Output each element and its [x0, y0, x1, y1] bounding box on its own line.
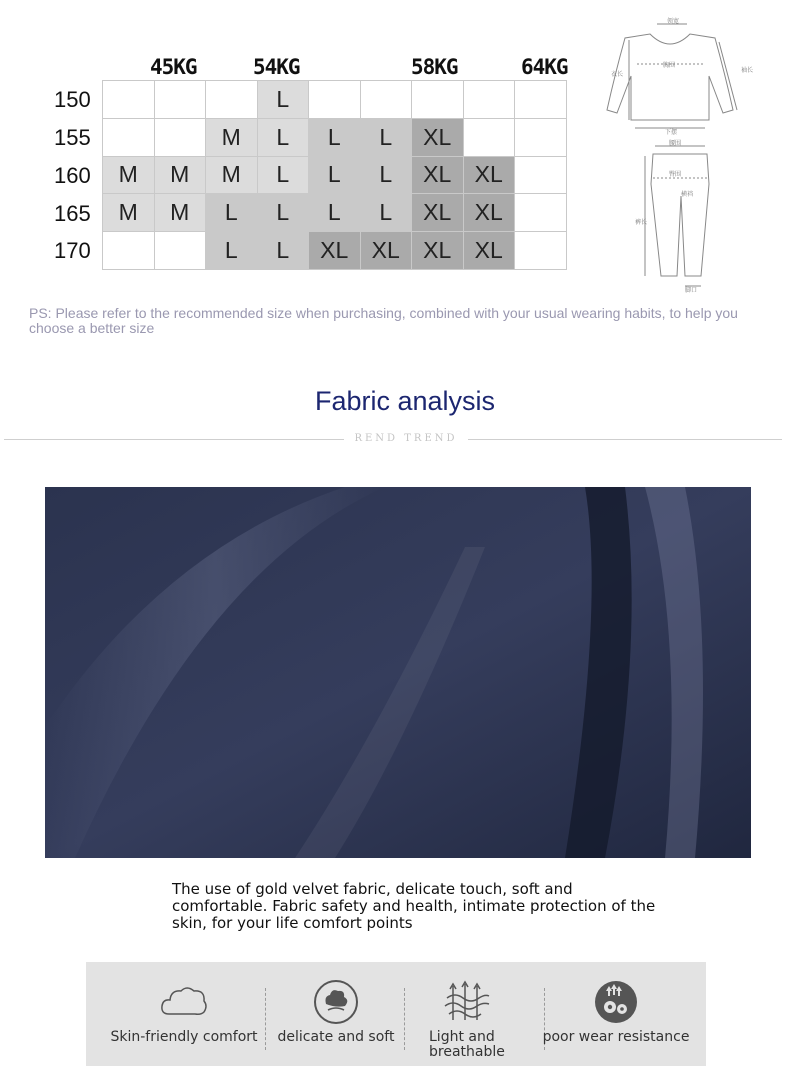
weight-label: 64KG: [521, 55, 568, 79]
size-cell: [464, 119, 516, 157]
diagram-label: 腰围: [669, 140, 682, 147]
size-cell: [361, 81, 413, 119]
weight-label: 45KG: [150, 55, 197, 79]
feature-strip: [86, 962, 706, 1066]
size-cell: L: [361, 194, 413, 232]
size-cell: [515, 232, 567, 270]
size-cell: [103, 119, 155, 157]
shirt-outline: [607, 34, 733, 120]
size-cell: L: [258, 232, 310, 270]
size-cell: [103, 232, 155, 270]
diagram-label: 衣长: [611, 71, 624, 78]
diagram-label: 袖长: [741, 67, 754, 74]
divider-line-left: [4, 439, 344, 440]
size-cell: XL: [464, 194, 516, 232]
size-cell: M: [206, 119, 258, 157]
size-cell: L: [309, 194, 361, 232]
feature-item: [104, 962, 264, 1066]
sleeve-line: [719, 42, 737, 110]
size-cell: [412, 81, 464, 119]
feature-item: [416, 962, 516, 1066]
weight-label: 58KG: [411, 55, 458, 79]
size-cell: L: [258, 194, 310, 232]
feature-label: delicate and soft: [277, 1029, 395, 1045]
cloud-icon: [159, 980, 209, 1026]
feature-label: Skin-friendly comfort: [110, 1029, 258, 1045]
diagram-label: 脚口: [685, 287, 698, 294]
height-label: 160: [54, 163, 91, 188]
height-label: 155: [54, 125, 91, 150]
fabric-description: The use of gold velvet fabric, delicate touch, soft and comfortable. Fabric safety and health, intimate protection of the skin, for your life comfort points: [172, 880, 656, 932]
cotton-flower-icon: [311, 980, 361, 1026]
height-label: 170: [54, 238, 91, 263]
diagram-label: 横裆: [681, 191, 694, 198]
feature-label: Light and breathable: [429, 1029, 505, 1060]
size-cell: XL: [412, 157, 464, 195]
size-cell: M: [155, 194, 207, 232]
feature-label: poor wear resistance: [542, 1029, 690, 1045]
size-cell: L: [361, 157, 413, 195]
weight-header: [0, 55, 600, 81]
size-cell: L: [206, 194, 258, 232]
size-cell: [515, 157, 567, 195]
size-cell: [103, 81, 155, 119]
size-cell: XL: [412, 194, 464, 232]
fabric-photo: [45, 487, 751, 858]
size-cell: XL: [412, 119, 464, 157]
weight-label: 54KG: [253, 55, 300, 79]
size-cell: XL: [309, 232, 361, 270]
size-cell: [155, 232, 207, 270]
feature-item: [541, 962, 691, 1066]
height-label: 165: [54, 201, 91, 226]
diagram-label: 臀围: [669, 171, 682, 178]
diagram-label: 裤长: [635, 219, 648, 226]
feature-divider: [404, 988, 405, 1050]
airflow-icon: [441, 980, 491, 1026]
feature-item: [266, 962, 406, 1066]
section-subtitle: REND TREND: [354, 433, 458, 444]
size-cell: M: [206, 157, 258, 195]
size-cell: M: [103, 194, 155, 232]
size-cell: XL: [412, 232, 464, 270]
section-title: Fabric analysis: [314, 386, 496, 416]
diagram-label: 胸围: [663, 62, 676, 69]
size-chart-grid: [102, 80, 567, 270]
size-cell: [155, 119, 207, 157]
garment-diagram-svg: [605, 14, 765, 294]
size-cell: L: [309, 157, 361, 195]
size-cell: L: [258, 81, 310, 119]
diagram-label: 领宽: [667, 18, 680, 25]
size-cell: XL: [464, 157, 516, 195]
size-cell: [206, 81, 258, 119]
size-cell: [515, 194, 567, 232]
size-cell: L: [206, 232, 258, 270]
size-cell: L: [258, 119, 310, 157]
size-cell: L: [258, 157, 310, 195]
size-cell: L: [309, 119, 361, 157]
size-cell: [515, 119, 567, 157]
size-cell: M: [103, 157, 155, 195]
size-cell: [155, 81, 207, 119]
size-cell: L: [361, 119, 413, 157]
size-cell: XL: [361, 232, 413, 270]
diagram-label: 下摆: [665, 129, 678, 136]
size-cell: M: [155, 157, 207, 195]
divider-line-right: [468, 439, 782, 440]
height-label: 150: [54, 87, 91, 112]
garment-measurement-diagram: [605, 14, 765, 294]
size-cell: [309, 81, 361, 119]
size-cell: XL: [464, 232, 516, 270]
velvet-fabric-image: [45, 487, 751, 858]
size-cell: [515, 81, 567, 119]
gear-arrows-icon: [591, 980, 641, 1026]
ps-note: PS: Please refer to the recommended size when purchasing, combined with your usual wearing habits, to help you choose a better size: [29, 305, 738, 336]
size-cell: [464, 81, 516, 119]
